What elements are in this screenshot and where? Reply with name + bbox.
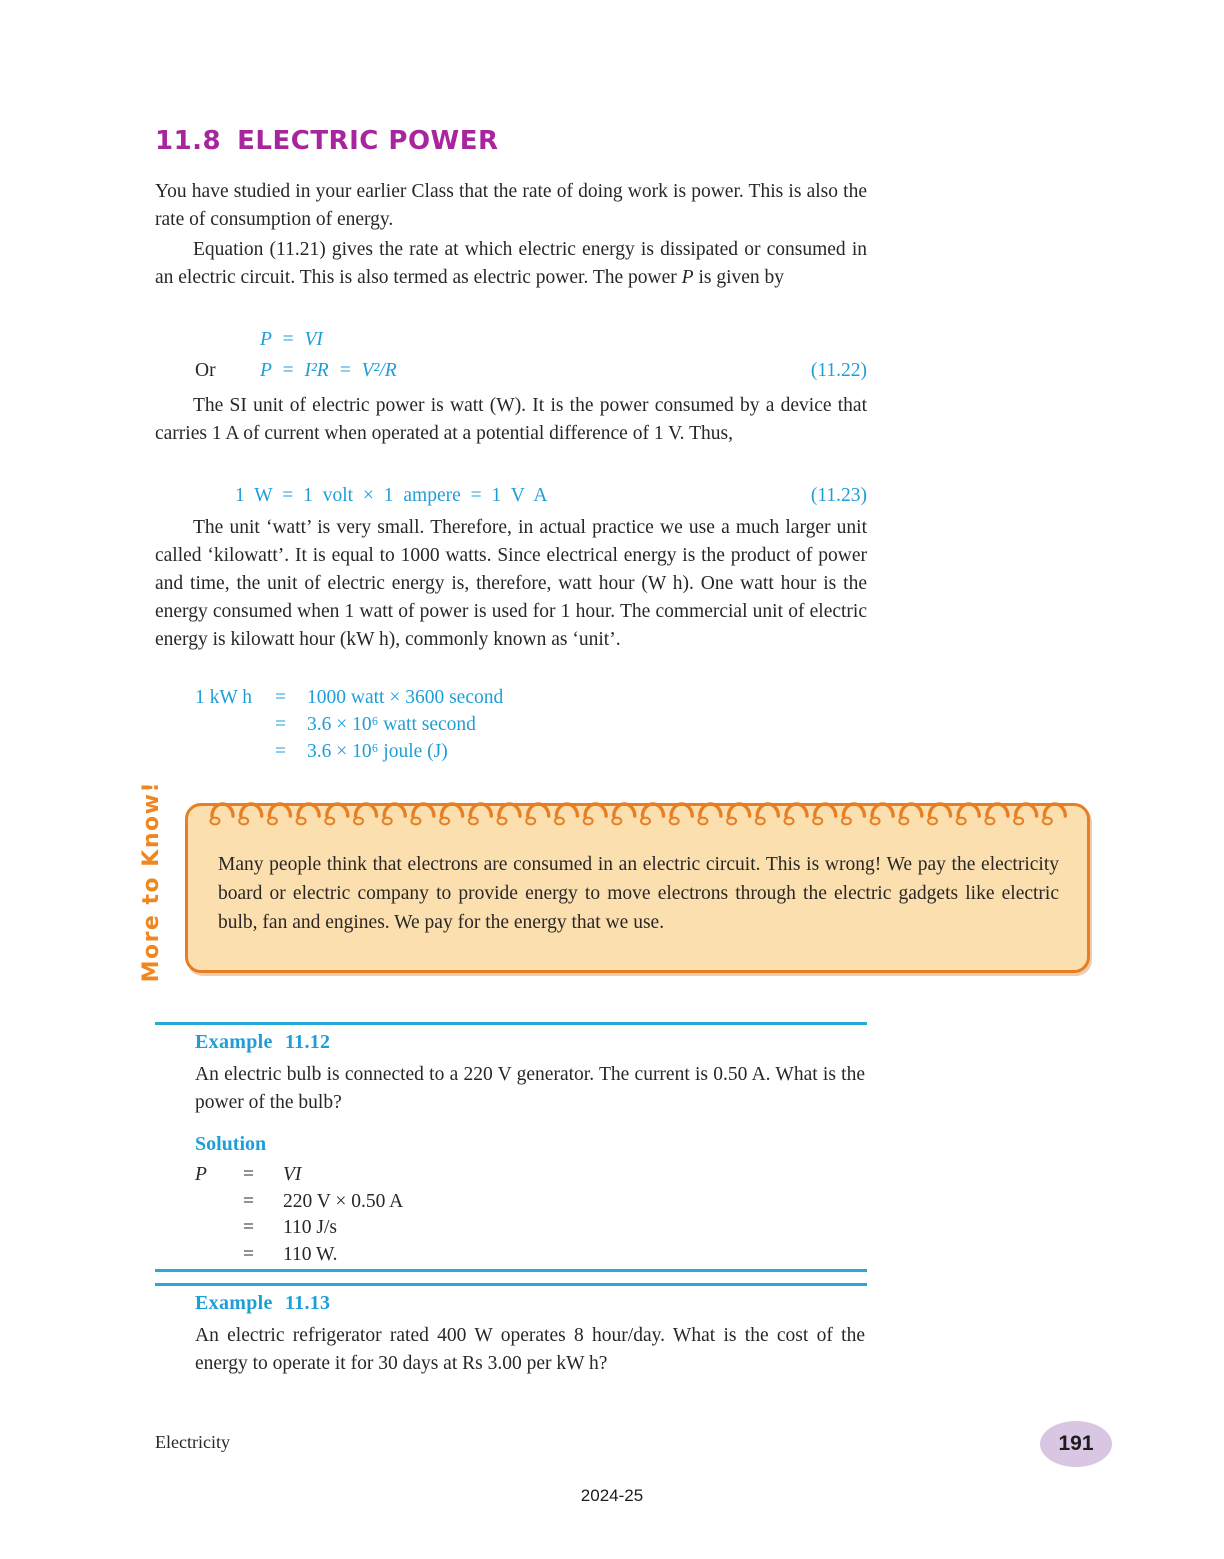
equation-block-power bbox=[155, 324, 867, 386]
equation-left-gutter bbox=[155, 324, 260, 355]
equation-block-kwh bbox=[195, 684, 503, 765]
equals-sign: = bbox=[275, 714, 286, 735]
example-question: An electric bulb is connected to a 220 V generator. The current is 0.50 A. What is the power of the bulb? bbox=[195, 1064, 865, 1113]
intro-paragraph-2 bbox=[155, 236, 867, 292]
equation-row bbox=[155, 324, 867, 355]
solution-lhs bbox=[195, 1215, 243, 1242]
more-to-know-box bbox=[139, 780, 1090, 982]
equation-1w: 1 W = 1 volt × 1 ampere = 1 V A bbox=[235, 485, 548, 506]
edition-year: 2024-25 bbox=[580, 1486, 644, 1505]
equals-sign: = bbox=[275, 687, 286, 708]
intro-paragraph-1: You have studied in your earlier Class that the rate of doing work is power. This is also the rate of consumption of energy. bbox=[155, 181, 867, 230]
solution-label: Solution bbox=[195, 1133, 267, 1155]
equation-number-11-23: (11.23) bbox=[810, 485, 867, 506]
equation-p-vi: P = VI bbox=[260, 329, 323, 350]
equals-sign: = bbox=[243, 1190, 254, 1212]
paragraph-si-unit: The SI unit of electric power is watt (W). It is the power consumed by a device that carries 1 A of current when operated at a potential difference of 1 V. Thus, bbox=[155, 395, 867, 444]
equals-sign: = bbox=[243, 1243, 254, 1265]
solution-steps bbox=[195, 1162, 865, 1268]
example-divider-rule bbox=[155, 1283, 867, 1286]
paragraph-text: Equation (11.21) gives the rate at which electric energy is dissipated or consumed in an electric circuit. This is also termed as electric power. The power bbox=[155, 239, 867, 288]
solution-lhs bbox=[195, 1242, 243, 1269]
or-label: Or bbox=[195, 360, 216, 381]
equation-row bbox=[155, 355, 867, 386]
more-to-know-text: Many people think that electrons are consumed in an electric circuit. This is wrong! We pay the electricity board or electric company to provide energy to move electrons through the electric gadgets like electric bulb, fan and engines. We pay for the energy that we use. bbox=[218, 854, 1059, 933]
example-11-13 bbox=[195, 1292, 865, 1378]
equation-row bbox=[195, 738, 503, 765]
equals-sign: = bbox=[243, 1217, 254, 1238]
solution-row bbox=[195, 1162, 865, 1189]
example-question: An electric refrigerator rated 400 W operates 8 hour/day. What is the cost of the energy to operate it for 30 days at Rs 3.00 per kW h? bbox=[195, 1325, 865, 1374]
footer-chapter-name: Electricity bbox=[155, 1432, 230, 1452]
example-divider-rule bbox=[155, 1269, 867, 1272]
equation-p-i2r: P = I²R = V²/R bbox=[260, 360, 397, 381]
solution-row bbox=[195, 1242, 865, 1269]
equation-block-watt bbox=[155, 481, 867, 511]
solution-row bbox=[195, 1215, 865, 1242]
example-divider-rule bbox=[155, 1022, 867, 1025]
example-title: Example 11.13 bbox=[195, 1292, 331, 1314]
section-title-text: ELECTRIC POWER bbox=[237, 126, 499, 156]
section-heading bbox=[155, 126, 499, 156]
equals-sign: = bbox=[243, 1164, 254, 1185]
math-variable-p: P bbox=[681, 267, 694, 288]
paragraph-watt-unit: The unit ‘watt’ is very small. Therefore, in actual practice we use a much larger unit called ‘kilowatt’. It is equal to 1000 watts. Since electrical energy is the product of power and time, the unit of electric energy is, therefore, watt hour (W h). One watt hour is the energy consumed when 1 watt of power is used for 1 hour. The commercial unit of electric energy is kilowatt hour (kW h), commonly known as ‘unit’. bbox=[155, 517, 867, 650]
paragraph-text: is given by bbox=[693, 267, 785, 288]
solution-rhs: 110 J/s bbox=[283, 1217, 337, 1238]
section-number: 11.8 bbox=[155, 126, 222, 156]
solution-rhs: 220 V × 0.50 A bbox=[283, 1190, 404, 1212]
solution-rhs: 110 W. bbox=[283, 1243, 338, 1265]
equation-row bbox=[195, 684, 503, 711]
kwh-rhs: 1000 watt × 3600 second bbox=[307, 687, 504, 708]
equals-sign: = bbox=[275, 741, 286, 762]
kwh-lhs: 1 kW h bbox=[195, 687, 253, 708]
kwh-rhs: 3.6 × 10⁶ watt second bbox=[307, 714, 476, 735]
equation-row bbox=[195, 711, 503, 738]
solution-row bbox=[195, 1189, 865, 1216]
kwh-lhs bbox=[195, 711, 275, 738]
spiral-binding-icon bbox=[208, 790, 1069, 830]
example-11-12 bbox=[195, 1031, 865, 1268]
page-number-badge: 191 bbox=[1040, 1421, 1112, 1467]
kwh-lhs bbox=[195, 738, 275, 765]
solution-rhs: VI bbox=[283, 1164, 302, 1185]
solution-lhs: P bbox=[195, 1164, 207, 1185]
example-title: Example 11.12 bbox=[195, 1031, 331, 1053]
solution-lhs bbox=[195, 1189, 243, 1216]
equation-number-11-22: (11.22) bbox=[810, 360, 867, 381]
more-to-know-label: More to Know! bbox=[139, 780, 164, 982]
kwh-rhs: 3.6 × 10⁶ joule (J) bbox=[307, 741, 448, 762]
